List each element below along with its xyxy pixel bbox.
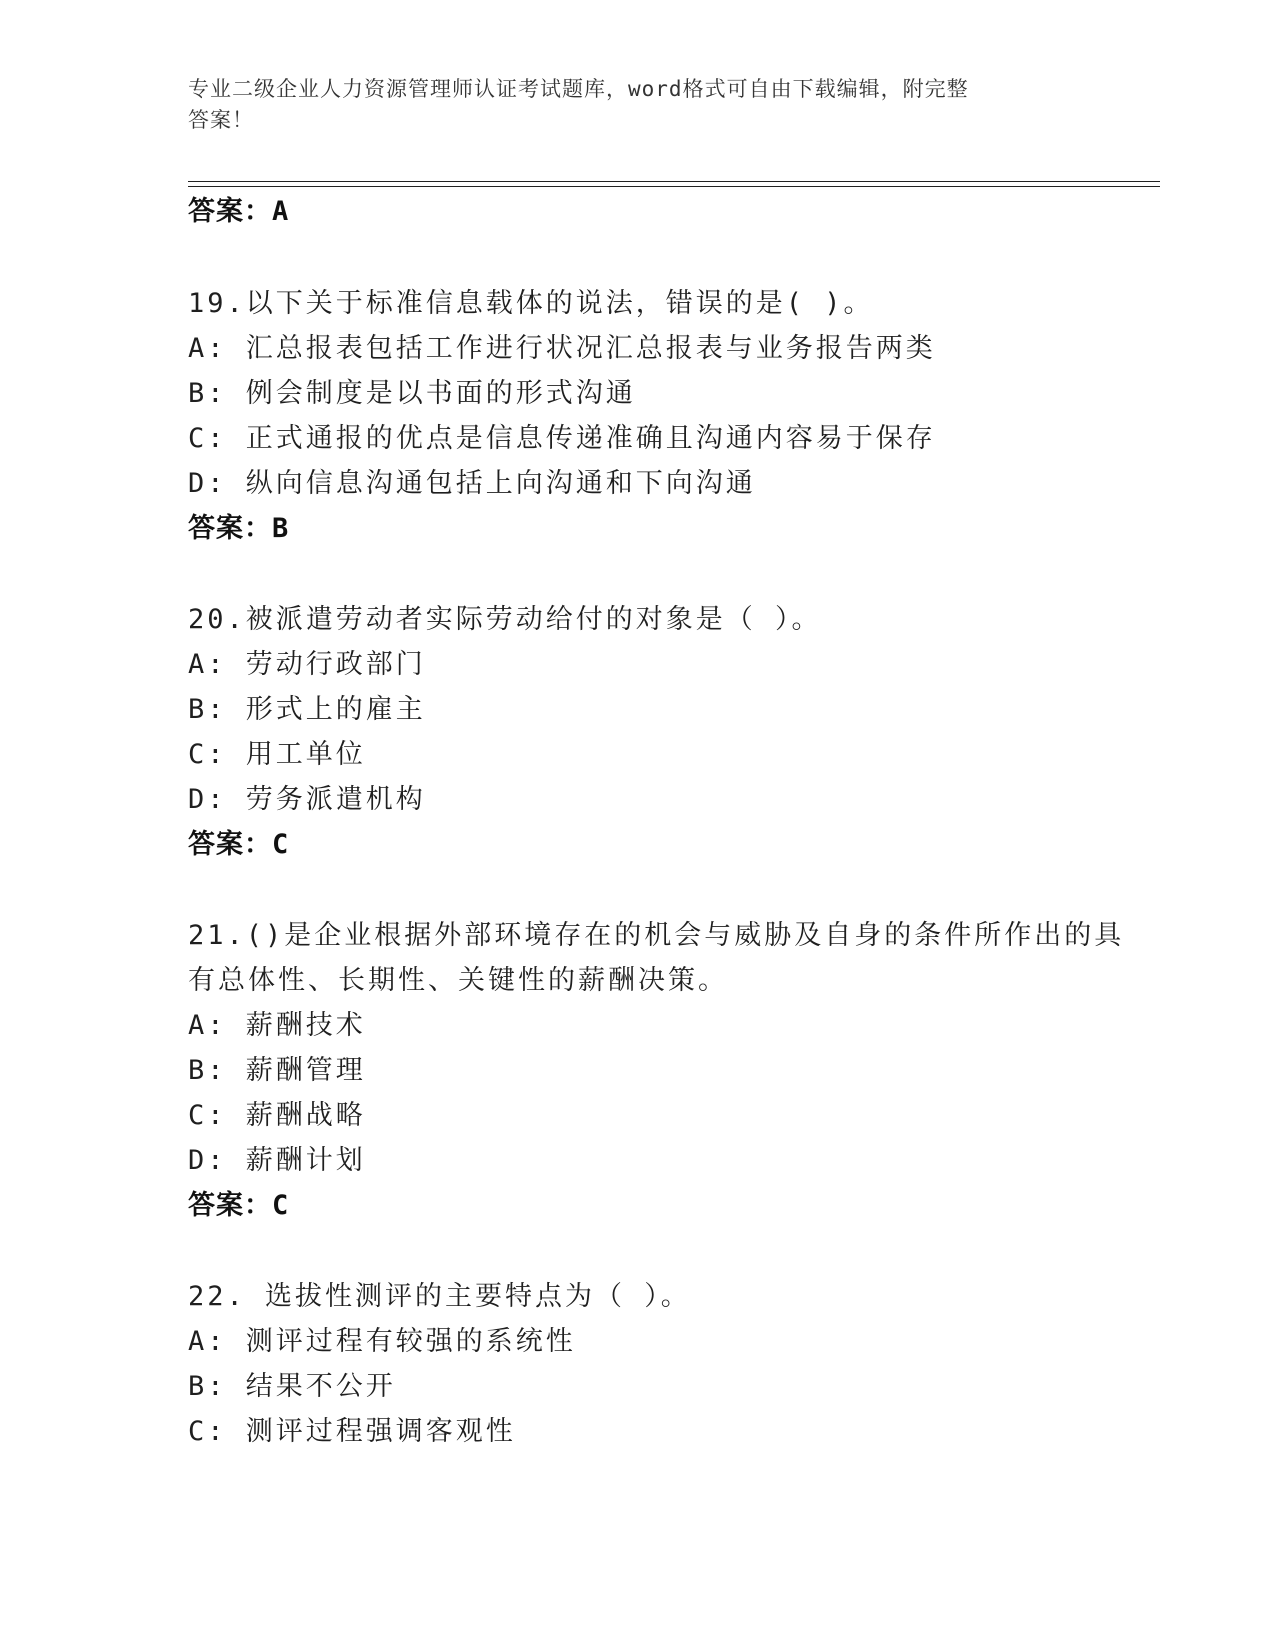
question-22-option-c: C: 测评过程强调客观性 <box>188 1416 516 1447</box>
question-21-option-a: A: 薪酬技术 <box>188 1010 366 1041</box>
question-21-stem-line-2: 有总体性、长期性、关键性的薪酬决策。 <box>188 965 728 996</box>
question-19-stem: 19.以下关于标准信息载体的说法，错误的是( )。 <box>188 288 874 319</box>
question-21-answer: 答案：C <box>188 1190 290 1221</box>
question-19-option-c: C: 正式通报的优点是信息传递准确且沟通内容易于保存 <box>188 423 936 454</box>
question-19-answer: 答案：B <box>188 513 290 544</box>
question-19-option-d: D: 纵向信息沟通包括上向沟通和下向沟通 <box>188 468 756 499</box>
header-line-1: 专业二级企业人力资源管理师认证考试题库，word格式可自由下载编辑，附完整 <box>188 77 969 101</box>
question-20-option-a: A: 劳动行政部门 <box>188 649 426 680</box>
question-19-option-b: B: 例会制度是以书面的形式沟通 <box>188 378 636 409</box>
question-20-stem: 20.被派遣劳动者实际劳动给付的对象是（ ）。 <box>188 604 822 635</box>
header-divider-bottom <box>188 186 1160 187</box>
question-21-stem-line-1: 21.()是企业根据外部环境存在的机会与威胁及自身的条件所作出的具 <box>188 920 1125 951</box>
question-20-answer: 答案：C <box>188 829 290 860</box>
header-divider-top <box>188 181 1160 182</box>
document-header <box>188 74 1088 136</box>
question-20-option-c: C: 用工单位 <box>188 739 366 770</box>
header-line-2: 答案！ <box>188 108 254 132</box>
previous-answer: 答案：A <box>188 196 290 227</box>
question-21-option-b: B: 薪酬管理 <box>188 1055 366 1086</box>
question-21-option-d: D: 薪酬计划 <box>188 1145 366 1176</box>
question-22-stem: 22. 选拔性测评的主要特点为（ ）。 <box>188 1281 691 1312</box>
question-22-option-a: A: 测评过程有较强的系统性 <box>188 1326 576 1357</box>
question-21-option-c: C: 薪酬战略 <box>188 1100 366 1131</box>
question-22-option-b: B: 结果不公开 <box>188 1371 396 1402</box>
question-20-option-d: D: 劳务派遣机构 <box>188 784 426 815</box>
question-20-option-b: B: 形式上的雇主 <box>188 694 426 725</box>
question-19-option-a: A: 汇总报表包括工作进行状况汇总报表与业务报告两类 <box>188 333 936 364</box>
